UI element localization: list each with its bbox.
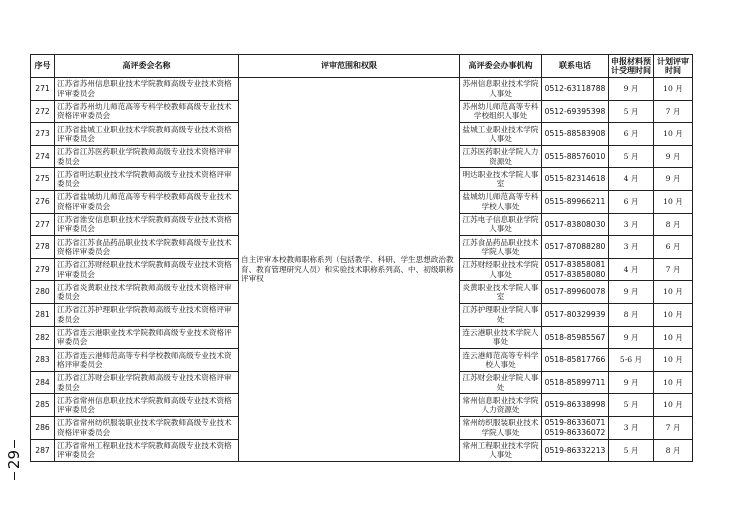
- row-phone: [542, 371, 609, 394]
- row-office: 盐城工业职业技术学院人事处: [460, 123, 542, 146]
- page-number: [6, 425, 22, 495]
- row-committee-name: 江苏省江苏财经职业技术学院教师高级专业技术资格评审委员会: [55, 258, 239, 281]
- row-phone-number: 0515-88576010: [544, 151, 606, 161]
- row-submit-time: 3 月: [609, 213, 654, 236]
- row-review-time: 10 月: [654, 281, 693, 304]
- row-phone-number: 0515-89966211: [544, 197, 606, 207]
- row-phone: [542, 439, 609, 462]
- row-seq: 287: [31, 439, 55, 462]
- row-phone-number: 0517-87088280: [544, 242, 606, 252]
- row-review-time: 10 月: [654, 190, 693, 213]
- row-review-time: 10 月: [654, 303, 693, 326]
- committee-table: [30, 54, 693, 462]
- row-committee-name: 江苏省明达职业技术学院教师高级专业技术资格评审委员会: [55, 168, 239, 191]
- row-review-time: 9 月: [654, 145, 693, 168]
- row-phone: [542, 190, 609, 213]
- row-phone-number: 0512-63118788: [544, 84, 606, 94]
- row-phone: [542, 416, 609, 439]
- row-office: 江苏财会职业学院人事处: [460, 371, 542, 394]
- row-office: 明达职业技术学院人事室: [460, 168, 542, 191]
- row-review-time: 10 月: [654, 326, 693, 349]
- row-committee-name: 江苏省盐城幼儿师范高等专科学校教师高级专业技术资格评审委员会: [55, 190, 239, 213]
- row-phone-number: 0518-85899711: [544, 377, 606, 387]
- row-seq: 276: [31, 190, 55, 213]
- row-phone-number-2: 0517-83858080: [544, 269, 606, 279]
- row-office: 苏州信息职业技术学院人事处: [460, 78, 542, 101]
- row-submit-time: 5 月: [609, 100, 654, 123]
- row-office: 盐城幼儿师范高等专科学校人事处: [460, 190, 542, 213]
- review-scope: 自主评审本校教师职称系列（包括教学、科研、学生思想政治教育、教育管理研究人员）和实验技术职称系列高、中、初级职称评审权: [239, 78, 460, 462]
- row-committee-name: 江苏省苏州幼儿师范高等专科学校教师高级专业技术资格评审委员会: [55, 100, 239, 123]
- row-phone-number: 0519-86338998: [544, 400, 606, 410]
- row-phone-number-2: 0519-86336072: [544, 427, 606, 437]
- row-committee-name: 江苏省连云港职业技术学院教师高级专业技术资格评审委员会: [55, 326, 239, 349]
- row-seq: 285: [31, 394, 55, 417]
- row-submit-time: 9 月: [609, 78, 654, 101]
- row-phone: [542, 78, 609, 101]
- row-submit-time: 5-6 月: [609, 349, 654, 372]
- row-phone-number: 0515-82314618: [544, 174, 606, 184]
- row-office: 江苏电子信息职业学院人事处: [460, 213, 542, 236]
- row-office: 江苏财经职业技术学院人事处: [460, 258, 542, 281]
- row-submit-time: 6 月: [609, 190, 654, 213]
- row-submit-time: 4 月: [609, 258, 654, 281]
- row-phone: [542, 258, 609, 281]
- row-submit-time: 3 月: [609, 416, 654, 439]
- row-phone-number: 0517-83858081: [544, 260, 606, 270]
- row-phone: [542, 213, 609, 236]
- row-seq: 286: [31, 416, 55, 439]
- row-phone-number: 0517-83808030: [544, 219, 606, 229]
- row-office: 连云港职业技术学院人事处: [460, 326, 542, 349]
- row-review-time: 10 月: [654, 349, 693, 372]
- row-review-time: 9 月: [654, 168, 693, 191]
- row-review-time: 10 月: [654, 394, 693, 417]
- row-office: 江苏护理职业学院人事处: [460, 303, 542, 326]
- row-review-time: 7 月: [654, 258, 693, 281]
- row-phone-number: 0512-69395398: [544, 106, 606, 116]
- row-phone-number: 0517-89960078: [544, 287, 606, 297]
- row-seq: 273: [31, 123, 55, 146]
- row-seq: 282: [31, 326, 55, 349]
- row-review-time: 7 月: [654, 416, 693, 439]
- row-review-time: 8 月: [654, 439, 693, 462]
- header-submit-time: 申报材料预计受理时间: [609, 55, 654, 78]
- row-phone: [542, 281, 609, 304]
- row-phone: [542, 303, 609, 326]
- row-submit-time: 6 月: [609, 123, 654, 146]
- row-committee-name: 江苏省常州工程职业技术学院教师高级专业技术资格评审委员会: [55, 439, 239, 462]
- header-office: 高评委会办事机构: [460, 55, 542, 78]
- row-committee-name: 江苏省江苏食品药品职业技术学院教师高级专业技术资格评审委员会: [55, 236, 239, 259]
- row-phone-number: 0517-80329939: [544, 310, 606, 320]
- row-office: 常州工程职业技术学院人事处: [460, 439, 542, 462]
- table-header-row: [31, 55, 693, 78]
- row-phone: [542, 168, 609, 191]
- row-seq: 278: [31, 236, 55, 259]
- row-committee-name: 江苏省淮安信息职业技术学院教师高级专业技术资格评审委员会: [55, 213, 239, 236]
- row-submit-time: 3 月: [609, 236, 654, 259]
- row-seq: 275: [31, 168, 55, 191]
- row-phone-number: 0519-86332213: [544, 445, 606, 455]
- row-submit-time: 9 月: [609, 326, 654, 349]
- row-seq: 274: [31, 145, 55, 168]
- row-phone-number: 0518-85985567: [544, 332, 606, 342]
- row-phone: [542, 394, 609, 417]
- row-submit-time: 9 月: [609, 371, 654, 394]
- header-review-time: 计划评审时间: [654, 55, 693, 78]
- row-submit-time: 9 月: [609, 281, 654, 304]
- row-committee-name: 江苏省连云港师范高等专科学校教师高级专业技术资格评审委员会: [55, 349, 239, 372]
- row-review-time: 6 月: [654, 236, 693, 259]
- row-seq: 279: [31, 258, 55, 281]
- row-submit-time: 5 月: [609, 145, 654, 168]
- row-committee-name: 江苏省盐城工业职业技术学院教师高级专业技术资格评审委员会: [55, 123, 239, 146]
- row-phone: [542, 349, 609, 372]
- row-phone-number: 0519-86336071: [544, 418, 606, 428]
- row-seq: 272: [31, 100, 55, 123]
- row-committee-name: 江苏省炎黄职业技术学院教师高级专业技术资格评审委员会: [55, 281, 239, 304]
- row-committee-name: 江苏省苏州信息职业技术学院教师高级专业技术资格评审委员会: [55, 78, 239, 101]
- row-phone: [542, 145, 609, 168]
- row-submit-time: 4 月: [609, 168, 654, 191]
- row-committee-name: 江苏省常州纺织服装职业技术学院教师高级专业技术资格评审委员会: [55, 416, 239, 439]
- row-review-time: 10 月: [654, 78, 693, 101]
- row-seq: 277: [31, 213, 55, 236]
- header-scope: 评审范围和权限: [239, 55, 460, 78]
- page-number-dash-top: [14, 440, 15, 448]
- row-office: 常州纺织服装职业技术学院人事处: [460, 416, 542, 439]
- row-office: 江苏医药职业学院人力资源处: [460, 145, 542, 168]
- row-phone: [542, 236, 609, 259]
- row-phone: [542, 326, 609, 349]
- row-office: 连云港师范高等专科学校人事处: [460, 349, 542, 372]
- header-phone: 联系电话: [542, 55, 609, 78]
- row-seq: 271: [31, 78, 55, 101]
- row-office: 苏州幼儿师范高等专科学校组织人事处: [460, 100, 542, 123]
- row-seq: 284: [31, 371, 55, 394]
- row-submit-time: 8 月: [609, 303, 654, 326]
- row-phone: [542, 123, 609, 146]
- row-committee-name: 江苏省江苏医药职业学院教师高级专业技术资格评审委员会: [55, 145, 239, 168]
- row-committee-name: 江苏省江苏护理职业学院教师高级专业技术资格评审委员会: [55, 303, 239, 326]
- row-review-time: 8 月: [654, 213, 693, 236]
- header-name: 高评委会名称: [55, 55, 239, 78]
- row-review-time: 7 月: [654, 100, 693, 123]
- row-review-time: 10 月: [654, 371, 693, 394]
- row-review-time: 10 月: [654, 123, 693, 146]
- row-seq: 280: [31, 281, 55, 304]
- row-seq: 283: [31, 349, 55, 372]
- row-seq: 281: [31, 303, 55, 326]
- row-office: 炎黄职业技术学院人事室: [460, 281, 542, 304]
- row-phone-number: 0518-85817766: [544, 355, 606, 365]
- row-submit-time: 5 月: [609, 394, 654, 417]
- row-committee-name: 江苏省江苏财会职业学院教师高级专业技术资格评审委员会: [55, 371, 239, 394]
- page-number-dash-bottom: [14, 472, 15, 480]
- row-office: 常州信息职业技术学院人力资源处: [460, 394, 542, 417]
- header-seq: 序号: [31, 55, 55, 78]
- row-phone-number: 0515-88583908: [544, 129, 606, 139]
- row-phone: [542, 100, 609, 123]
- row-committee-name: 江苏省常州信息职业技术学院教师高级专业技术资格评审委员会: [55, 394, 239, 417]
- table-row: [31, 78, 693, 101]
- row-submit-time: 5 月: [609, 439, 654, 462]
- row-office: 江苏食品药品职业技术学院人事处: [460, 236, 542, 259]
- page-number-text: 29: [4, 450, 23, 470]
